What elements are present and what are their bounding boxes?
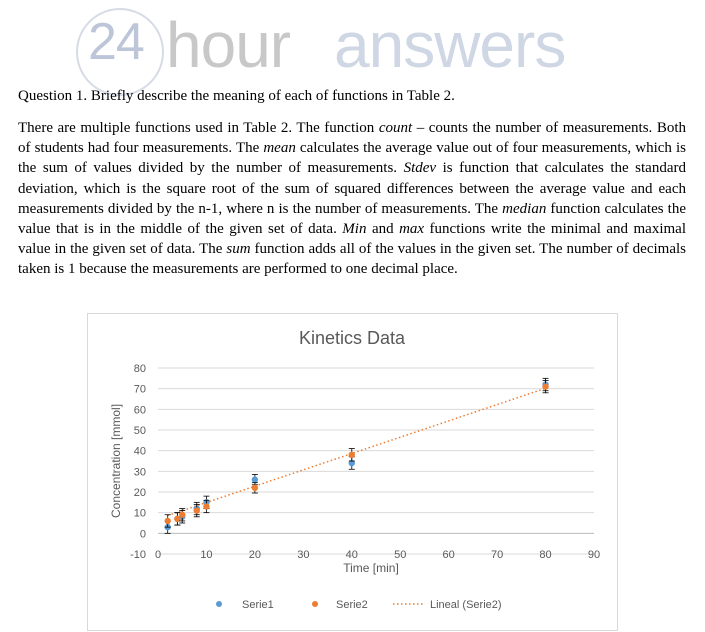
answer-text-run: There are multiple functions used in Table 2. The function: [18, 120, 379, 136]
data-point-serie2: [252, 485, 258, 491]
answer-term: Min: [342, 221, 367, 238]
chart-container: [87, 313, 618, 631]
y-tick-label: 70: [133, 383, 146, 396]
answer-text-run: function calculates the value that is in the middle of the given set of data.: [18, 200, 686, 238]
y-tick-label: 50: [133, 425, 146, 437]
y-tick-label: 40: [133, 445, 146, 458]
legend-label-trendline: Lineal (Serie2): [430, 599, 502, 611]
legend-marker-serie1: [216, 601, 222, 607]
x-tick-label: 20: [248, 549, 262, 561]
y-tick-label: 80: [133, 363, 146, 375]
x-tick-label: 10: [200, 549, 213, 561]
x-tick-label: 80: [539, 549, 552, 561]
legend-marker-serie2: [312, 601, 318, 607]
answer-text-run: functions write the minimal and maximal value in the given set of data. The: [18, 221, 686, 258]
data-point-serie2: [194, 507, 200, 513]
trendline: [168, 388, 546, 515]
legend-label-serie1: Serie1: [242, 599, 274, 611]
logo-word-hour: hour: [166, 9, 291, 81]
answer-paragraph: [18, 118, 686, 280]
answer-text-run: calculates the average value out of four measurements, which is the sum of values divided by the number of measurements.: [18, 140, 686, 177]
y-tick-label: 20: [133, 487, 146, 499]
answer-term: sum: [226, 241, 251, 258]
y-axis-title: Concentration [mmol]: [109, 403, 123, 519]
y-tick-label: -10: [130, 549, 146, 561]
data-point-serie2: [542, 383, 548, 389]
y-tick-label: 0: [139, 528, 146, 541]
answer-text-run: is function that calculates the standard deviation, which is the square root of the sum of squared differences between the average value and each measurements divided by the n-1, where n is the number of measurements. The: [18, 160, 686, 217]
site-logo: [72, 6, 592, 81]
data-point-serie1: [252, 476, 258, 482]
x-tick-label: 60: [442, 549, 455, 561]
legend-label-serie2: Serie2: [336, 599, 368, 611]
data-point-serie2: [203, 503, 209, 509]
answer-term: median: [502, 200, 547, 217]
x-axis-title: Time [min]: [343, 561, 399, 575]
x-tick-label: 90: [587, 549, 601, 561]
answer-text-run: and: [366, 221, 400, 238]
answer-term: max: [399, 221, 425, 238]
chart-title: Kinetics Data: [298, 328, 406, 348]
x-tick-label: 40: [345, 549, 358, 561]
x-tick-label: 0: [154, 549, 162, 561]
question-heading: Question 1. Briefly describe the meaning of each of functions in Table 2.: [18, 88, 455, 104]
y-tick-label: 30: [133, 466, 146, 479]
x-tick-label: 70: [490, 549, 504, 561]
logo-number: 24: [88, 13, 144, 71]
x-tick-label: 30: [297, 549, 310, 561]
data-point-serie2: [179, 512, 185, 518]
y-tick-label: 60: [133, 404, 146, 417]
answer-term: count: [378, 120, 413, 136]
kinetics-chart: [88, 314, 617, 630]
logo-word-answers: answers: [334, 9, 566, 81]
y-tick-label: 10: [133, 507, 146, 520]
answer-text-run: – counts the number of measurements. Both of students had four measurements. The: [18, 120, 686, 157]
answer-term: Stdev: [403, 160, 437, 177]
answer-text-run: function adds all of the values in the given set. The number of decimals taken is 1 because the measurements are performed to one decimal place.: [18, 241, 686, 278]
x-tick-label: 50: [394, 549, 407, 561]
data-point-serie2: [349, 452, 355, 458]
data-point-serie2: [164, 518, 170, 524]
answer-term: mean: [263, 140, 296, 157]
